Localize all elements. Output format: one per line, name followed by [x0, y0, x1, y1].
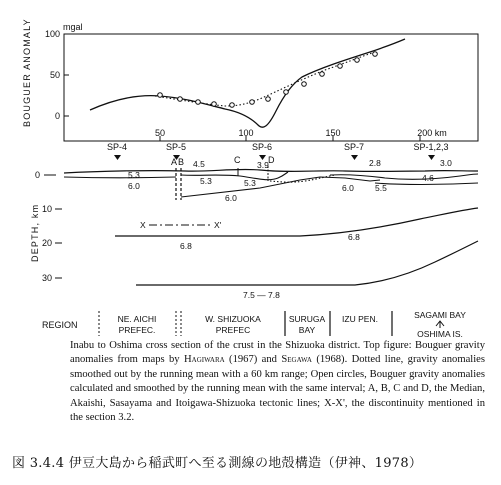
- depth-tick-30: 30: [41, 273, 52, 283]
- line-label-a: A: [171, 157, 178, 167]
- line-label-b: B: [178, 157, 185, 167]
- sp-label-5: SP-5: [165, 142, 187, 152]
- interface-west-upper: [64, 177, 176, 178]
- sp-marker-7: [351, 155, 358, 160]
- conrad-interface: [115, 208, 478, 236]
- interface-central-upper: [181, 172, 288, 180]
- velocity-label: 4.6: [422, 173, 434, 183]
- bouguer-anomaly-curve: [90, 39, 405, 127]
- velocity-label: 6.0: [225, 193, 237, 203]
- line-label-c: C: [234, 155, 241, 165]
- section-panel: [30, 155, 478, 300]
- region-name: W. SHIZUOKA: [205, 314, 261, 324]
- velocity-label: 4.5: [193, 159, 205, 169]
- circle-point: [338, 64, 343, 69]
- circle-point: [266, 97, 271, 102]
- interface-dotted-d: [270, 175, 335, 182]
- caption-part: Inabu to Oshima cross section of the crust in the Shizuoka district. Top figure: Bouguer gravity anomalies from maps by: [70, 340, 485, 366]
- circle-point: [284, 90, 289, 95]
- sp-marker-4: [114, 155, 121, 160]
- japanese-figure-caption: 図 3.4.4 伊豆大島から稲武町へ至る測線の地殻構造（伊神、1978）: [12, 456, 423, 471]
- region-name: IZU PEN.: [342, 314, 378, 324]
- sp-label-6: SP-6: [251, 142, 273, 152]
- depth-tick-10: 10: [41, 204, 52, 214]
- gravity-xtick-label-150: 150: [325, 128, 341, 138]
- smoothed-anomaly-dotted-line: [155, 52, 375, 106]
- velocity-label: 3.0: [440, 158, 452, 168]
- region-row: [42, 310, 466, 339]
- oshima-arrow-icon: [436, 321, 444, 328]
- gravity-unit-label: mgal: [63, 22, 83, 32]
- gravity-ytick-label-100: 100: [44, 29, 60, 39]
- gravity-xtick-label-200: 200 km: [417, 128, 447, 138]
- shot-points: [107, 142, 449, 160]
- velocity-label: 5.3: [128, 170, 140, 180]
- region-label: REGION: [42, 320, 78, 330]
- region-name: BAY: [298, 325, 316, 335]
- circle-point: [196, 100, 201, 105]
- circle-point: [355, 58, 360, 63]
- gravity-ytick-label-50: 50: [49, 70, 60, 80]
- velocity-label: 5.5: [375, 183, 387, 193]
- gravity-y-axis-label: BOUGUER ANOMALY: [22, 18, 32, 127]
- circle-point: [320, 72, 325, 77]
- velocity-label: 5.3: [200, 176, 212, 186]
- region-name: PREFEC: [215, 325, 251, 335]
- gravity-panel: [22, 18, 478, 141]
- circle-point: [250, 100, 255, 105]
- interface-east-lower: [375, 183, 478, 185]
- discontinuity-label-x: X: [140, 220, 146, 230]
- depth-axis-label: DEPTH, km: [30, 203, 40, 262]
- caption-author: Segawa: [281, 354, 312, 366]
- sp-label-7: SP-7: [343, 142, 365, 152]
- velocity-label: 3.9: [257, 160, 269, 170]
- velocity-label: 7.5 — 7.8: [243, 290, 280, 300]
- gravity-frame: [64, 34, 478, 141]
- velocity-label: 6.0: [128, 181, 140, 191]
- caption-part: (1968). Dotted line, gravity anomalies smoothed out by the running mean with a 60 km range; Open circles, Bouguer gravity anomalies calculated and smoothed by the running mean with the same interval; A, B, C and D, the Median, Akaishi, Sasayama and Itoigawa-Shizuoka tectonic lines; X-X', the discontinuity mentioned in the section 3.2.: [70, 354, 486, 424]
- circle-point: [230, 103, 235, 108]
- discontinuity-label-x2: X': [214, 220, 222, 230]
- gravity-ytick-label-0: 0: [54, 111, 60, 121]
- gravity-xtick-label-50: 50: [154, 128, 166, 138]
- sp-label-4: SP-4: [106, 142, 128, 152]
- surface-line: [64, 169, 478, 173]
- velocity-label: 5.3: [244, 178, 256, 188]
- english-caption: [70, 339, 485, 425]
- gravity-xtick-label-100: 100: [238, 128, 254, 138]
- depth-tick-20: 20: [41, 238, 52, 248]
- sp-label-123: SP-1,2,3: [413, 142, 449, 152]
- caption-part: (1967) and: [224, 354, 282, 366]
- depth-tick-0: 0: [34, 170, 40, 180]
- line-label-d: D: [268, 155, 275, 165]
- region-name: SAGAMI BAY: [414, 310, 466, 320]
- region-name: OSHIMA IS.: [417, 329, 463, 339]
- circle-point: [178, 97, 183, 102]
- sp-marker-123: [428, 155, 435, 160]
- circle-point: [158, 93, 163, 98]
- velocity-label: 2.8: [369, 158, 381, 168]
- circle-point: [212, 102, 217, 107]
- region-name: NE. AICHI: [117, 314, 157, 324]
- region-name: PREFEC.: [118, 325, 156, 335]
- velocity-label: 6.8: [180, 241, 192, 251]
- circle-point: [302, 82, 307, 87]
- region-name: SURUGA: [288, 314, 326, 324]
- velocity-label: 6.0: [342, 183, 354, 193]
- circle-point: [373, 52, 378, 57]
- velocity-label: 6.8: [348, 232, 360, 242]
- caption-author: Hagiwara: [183, 354, 225, 366]
